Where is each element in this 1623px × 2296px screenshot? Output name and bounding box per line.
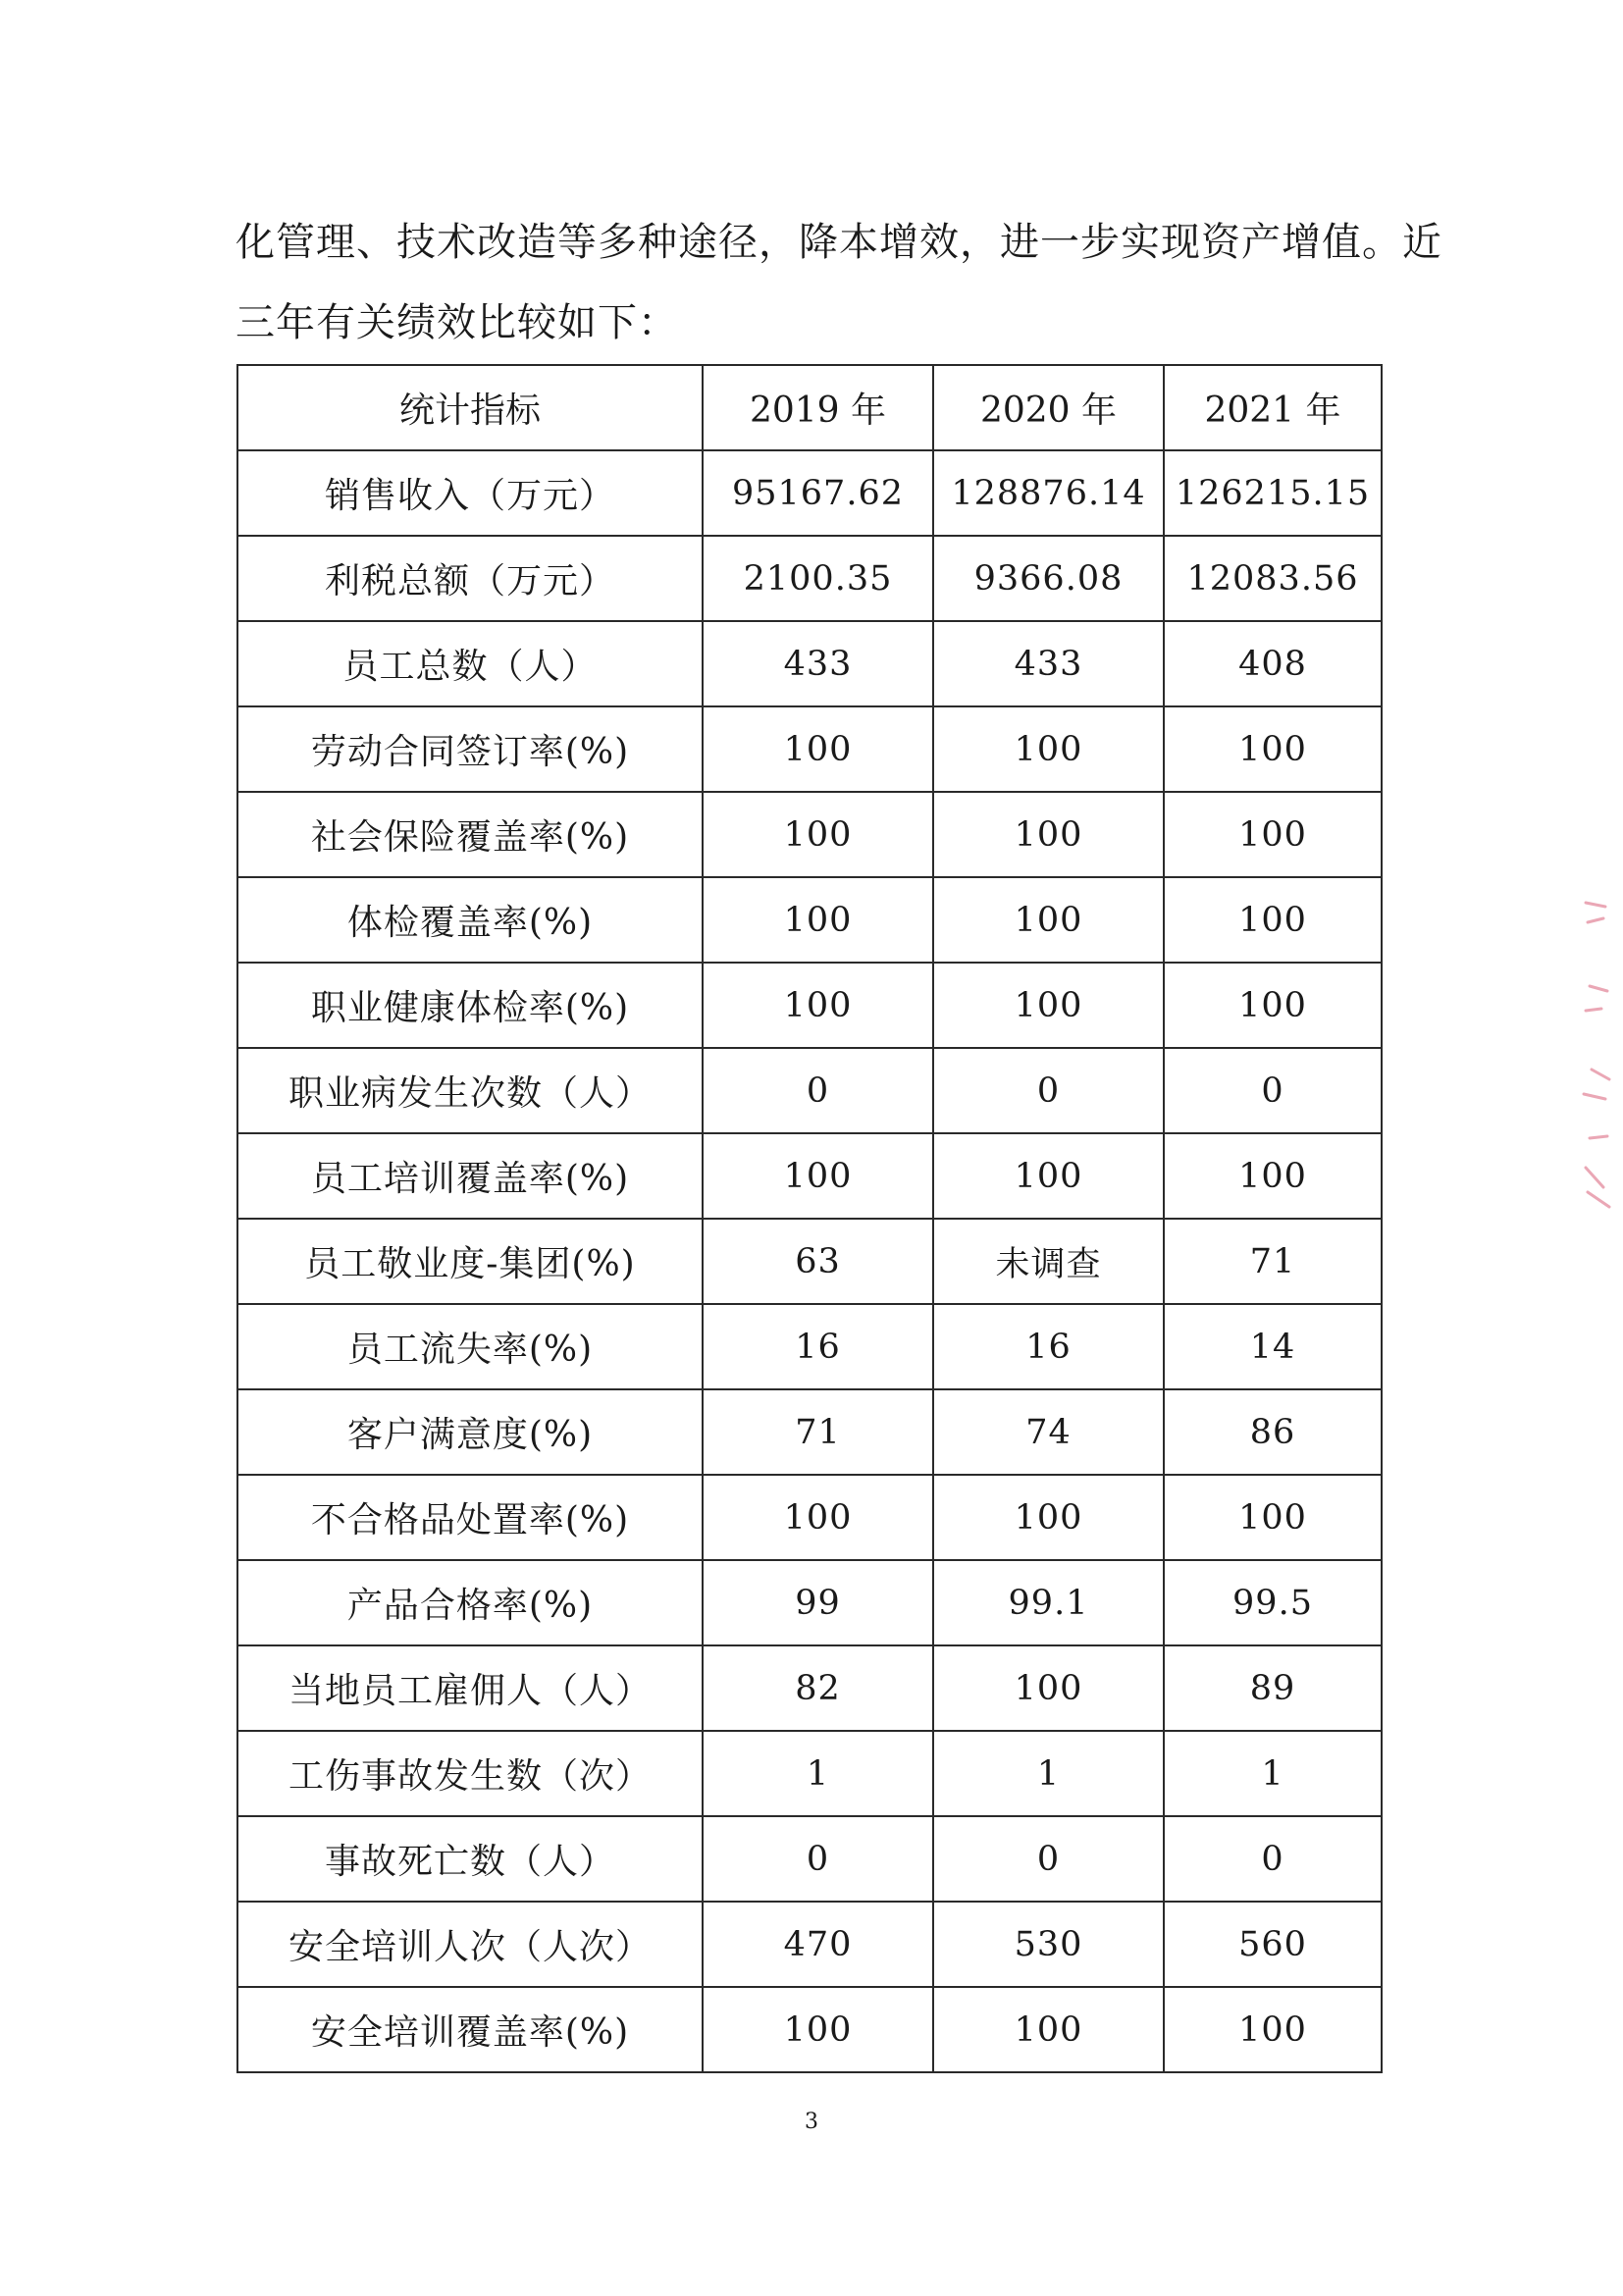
cell-indicator: 员工流失率(%)	[237, 1304, 703, 1389]
performance-table	[236, 364, 1383, 2073]
cell-value-2021: 0	[1164, 1816, 1382, 1902]
table-body	[237, 450, 1382, 2072]
cell-value-2021: 100	[1164, 792, 1382, 877]
cell-value-2021: 14	[1164, 1304, 1382, 1389]
table-row	[237, 1475, 1382, 1560]
cell-value-2019: 16	[703, 1304, 933, 1389]
cell-indicator: 员工培训覆盖率(%)	[237, 1133, 703, 1219]
table-row	[237, 621, 1382, 706]
table-row	[237, 1987, 1382, 2072]
cell-value-2019: 95167.62	[703, 450, 933, 536]
table-row	[237, 792, 1382, 877]
cell-value-2019: 0	[703, 1816, 933, 1902]
cell-indicator: 安全培训人次（人次）	[237, 1902, 703, 1987]
cell-value-2019: 100	[703, 706, 933, 792]
cell-value-2020: 433	[933, 621, 1164, 706]
cell-value-2021: 1	[1164, 1731, 1382, 1816]
cell-value-2020: 9366.08	[933, 536, 1164, 621]
cell-value-2020: 0	[933, 1816, 1164, 1902]
table-row	[237, 706, 1382, 792]
cell-value-2020: 100	[933, 963, 1164, 1048]
header-indicator: 统计指标	[237, 365, 703, 450]
cell-value-2019: 71	[703, 1389, 933, 1475]
cell-indicator: 利税总额（万元）	[237, 536, 703, 621]
cell-value-2021: 126215.15	[1164, 450, 1382, 536]
intro-paragraph	[236, 202, 1442, 363]
cell-value-2019: 100	[703, 1987, 933, 2072]
header-year-2020: 2020 年	[933, 365, 1164, 450]
cell-indicator: 员工总数（人）	[237, 621, 703, 706]
table-row	[237, 1048, 1382, 1133]
cell-value-2020: 128876.14	[933, 450, 1164, 536]
page-number: 3	[805, 2110, 818, 2134]
cell-indicator: 体检覆盖率(%)	[237, 877, 703, 963]
table-row	[237, 450, 1382, 536]
cell-value-2019: 82	[703, 1645, 933, 1731]
table-row	[237, 1219, 1382, 1304]
header-row	[237, 365, 1382, 450]
cell-indicator: 劳动合同签订率(%)	[237, 706, 703, 792]
cell-value-2019: 2100.35	[703, 536, 933, 621]
header-year-2021: 2021 年	[1164, 365, 1382, 450]
cell-value-2020: 1	[933, 1731, 1164, 1816]
cell-indicator: 安全培训覆盖率(%)	[237, 1987, 703, 2072]
table-header	[237, 365, 1382, 450]
cell-value-2019: 100	[703, 1475, 933, 1560]
cell-value-2021: 100	[1164, 877, 1382, 963]
cell-value-2020: 530	[933, 1902, 1164, 1987]
cell-value-2021: 71	[1164, 1219, 1382, 1304]
cell-value-2021: 100	[1164, 963, 1382, 1048]
cell-value-2020: 100	[933, 1475, 1164, 1560]
cell-value-2020: 100	[933, 1133, 1164, 1219]
cell-indicator: 客户满意度(%)	[237, 1389, 703, 1475]
cell-value-2021: 408	[1164, 621, 1382, 706]
stamp-edge-mark	[1580, 893, 1613, 1217]
cell-value-2020: 100	[933, 706, 1164, 792]
cell-value-2019: 1	[703, 1731, 933, 1816]
table-row	[237, 1133, 1382, 1219]
cell-value-2020: 0	[933, 1048, 1164, 1133]
cell-value-2021: 100	[1164, 706, 1382, 792]
cell-value-2021: 100	[1164, 1133, 1382, 1219]
cell-value-2021: 99.5	[1164, 1560, 1382, 1645]
cell-value-2019: 100	[703, 877, 933, 963]
cell-value-2021: 560	[1164, 1902, 1382, 1987]
table-row	[237, 1389, 1382, 1475]
cell-value-2020: 99.1	[933, 1560, 1164, 1645]
cell-value-2019: 100	[703, 792, 933, 877]
cell-indicator: 职业健康体检率(%)	[237, 963, 703, 1048]
cell-value-2020: 100	[933, 877, 1164, 963]
cell-value-2019: 433	[703, 621, 933, 706]
cell-value-2019: 63	[703, 1219, 933, 1304]
table-row	[237, 1731, 1382, 1816]
intro-line-2: 三年有关绩效比较如下：	[236, 300, 678, 345]
table-row	[237, 877, 1382, 963]
cell-indicator: 销售收入（万元）	[237, 450, 703, 536]
cell-value-2019: 100	[703, 1133, 933, 1219]
cell-indicator: 不合格品处置率(%)	[237, 1475, 703, 1560]
cell-value-2019: 99	[703, 1560, 933, 1645]
table-row	[237, 1902, 1382, 1987]
intro-line-1: 化管理、技术改造等多种途径，降本增效，进一步实现资产增值。近	[236, 220, 1442, 265]
cell-indicator: 员工敬业度-集团(%)	[237, 1219, 703, 1304]
table-row	[237, 536, 1382, 621]
cell-value-2019: 0	[703, 1048, 933, 1133]
cell-value-2019: 100	[703, 963, 933, 1048]
header-year-2019: 2019 年	[703, 365, 933, 450]
cell-value-2020: 100	[933, 1645, 1164, 1731]
cell-value-2020: 74	[933, 1389, 1164, 1475]
cell-value-2020: 未调查	[933, 1219, 1164, 1304]
table-row	[237, 1560, 1382, 1645]
table-row	[237, 963, 1382, 1048]
cell-indicator: 事故死亡数（人）	[237, 1816, 703, 1902]
cell-indicator: 社会保险覆盖率(%)	[237, 792, 703, 877]
cell-value-2019: 470	[703, 1902, 933, 1987]
cell-indicator: 职业病发生次数（人）	[237, 1048, 703, 1133]
cell-value-2021: 12083.56	[1164, 536, 1382, 621]
cell-value-2020: 16	[933, 1304, 1164, 1389]
cell-value-2021: 100	[1164, 1987, 1382, 2072]
cell-value-2021: 100	[1164, 1475, 1382, 1560]
table-row	[237, 1816, 1382, 1902]
table-row	[237, 1645, 1382, 1731]
cell-value-2021: 89	[1164, 1645, 1382, 1731]
cell-indicator: 当地员工雇佣人（人）	[237, 1645, 703, 1731]
cell-value-2020: 100	[933, 1987, 1164, 2072]
cell-value-2021: 86	[1164, 1389, 1382, 1475]
cell-value-2020: 100	[933, 792, 1164, 877]
cell-value-2021: 0	[1164, 1048, 1382, 1133]
table-row	[237, 1304, 1382, 1389]
cell-indicator: 产品合格率(%)	[237, 1560, 703, 1645]
cell-indicator: 工伤事故发生数（次）	[237, 1731, 703, 1816]
